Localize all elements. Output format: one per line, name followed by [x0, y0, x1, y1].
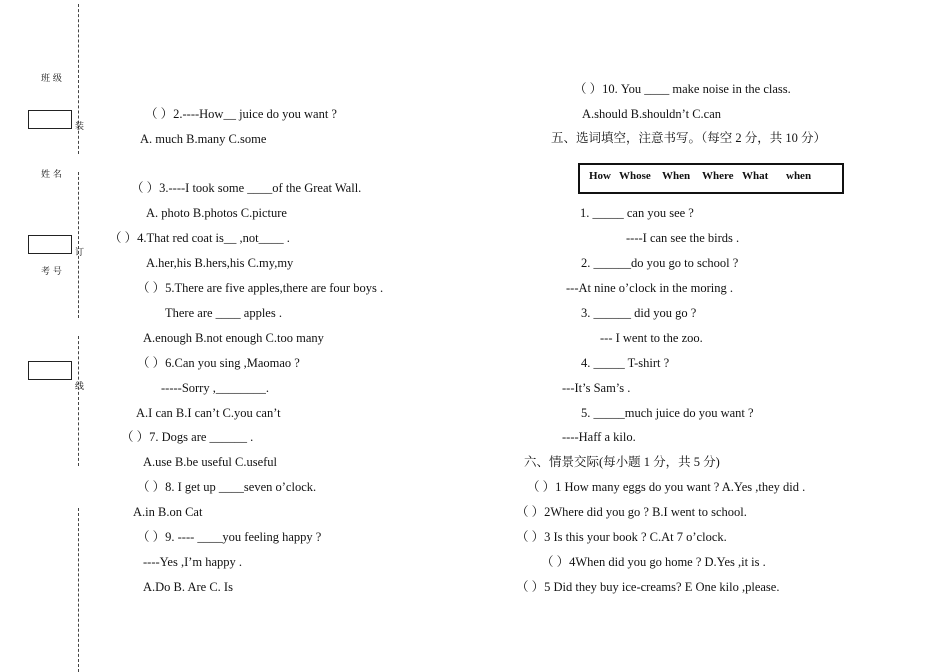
fill-question-3: 3. ______ did you go ? — [581, 306, 697, 320]
question-8: （ ）8. I get up ____seven o’clock. — [137, 480, 317, 494]
word-bank-word: when — [786, 170, 812, 182]
fill-question-2: 2. ______do you go to school ? — [581, 256, 739, 270]
question-7-options: A.use B.be useful C.useful — [143, 455, 278, 469]
question-9-options: A.Do B. Are C. Is — [143, 580, 233, 594]
fill-question-5-answer: ----Haff a kilo. — [562, 430, 636, 444]
word-bank-word: When — [662, 170, 691, 182]
question-6-options: A.I can B.I can’t C.you can’t — [136, 406, 281, 420]
fill-question-4-answer: ---It’s Sam’s . — [562, 381, 631, 395]
question-6-line2: -----Sorry ,________. — [161, 381, 269, 395]
binding-line — [78, 172, 79, 318]
class-label: 班 级 — [41, 74, 62, 84]
match-question-1: （ ）1 How many eggs do you want ? A.Yes ,they did . — [527, 480, 806, 494]
match-question-5: （ ）5 Did they buy ice-creams? E One kilo ,please. — [516, 580, 780, 594]
fill-question-5: 5. _____much juice do you want ? — [581, 406, 754, 420]
question-7: （ ）7. Dogs are ______ . — [121, 430, 254, 444]
fill-question-1: 1. _____ can you see ? — [580, 206, 694, 220]
question-5-options: A.enough B.not enough C.too many — [143, 331, 324, 345]
question-3-options: A. photo B.photos C.picture — [146, 206, 287, 220]
word-bank-box — [578, 163, 844, 194]
fill-question-4: 4. _____ T-shirt ? — [581, 356, 670, 370]
question-4: （ ）4.That red coat is__ ,not____ . — [109, 231, 290, 245]
question-5: （ ）5.There are five apples,there are four boys . — [137, 281, 384, 295]
question-2: （ ）2.----How__ juice do you want ? — [145, 107, 337, 121]
word-bank-word: Where — [702, 170, 734, 182]
question-10: （ ）10. You ____ make noise in the class. — [574, 82, 791, 96]
match-question-2: （ ）2Where did you go ? B.I went to school. — [516, 505, 747, 519]
number-input-box[interactable] — [28, 361, 72, 380]
binding-mark: 订 — [75, 248, 85, 258]
binding-line — [78, 336, 79, 466]
word-bank-word: What — [742, 170, 769, 182]
question-9-line2: ----Yes ,I’m happy . — [143, 555, 243, 569]
binding-mark: 线 — [75, 382, 85, 392]
question-9: （ ）9. ---- ____you feeling happy ? — [137, 530, 322, 544]
number-label: 考 号 — [41, 267, 62, 277]
fill-question-3-answer: --- I went to the zoo. — [600, 331, 703, 345]
question-8-options: A.in B.on Cat — [133, 505, 203, 519]
question-5-line2: There are ____ apples . — [165, 306, 282, 320]
binding-mark: 装 — [75, 122, 85, 132]
question-4-options: A.her,his B.hers,his C.my,my — [146, 256, 294, 270]
name-input-box[interactable] — [28, 235, 72, 254]
fill-question-1-answer: ----I can see the birds . — [626, 231, 740, 245]
question-10-options: A.should B.shouldn’t C.can — [582, 107, 722, 121]
section-5-title: 五、选词填空，注意书写。（每空 2 分，共 10 分） — [551, 131, 827, 145]
class-input-box[interactable] — [28, 110, 72, 129]
question-2-options: A. much B.many C.some — [140, 132, 267, 146]
question-3: （ ）3.----I took some ____of the Great Wall. — [131, 181, 362, 195]
match-question-4: （ ）4When did you go home ? D.Yes ,it is . — [541, 555, 766, 569]
match-question-3: （ ）3 Is this your book ? C.At 7 o’clock. — [516, 530, 727, 544]
name-label: 姓 名 — [41, 170, 62, 180]
word-bank-word: Whose — [619, 170, 651, 182]
section-6-title: 六、情景交际(每小题 1 分，共 5 分) — [524, 455, 720, 469]
binding-line — [78, 508, 79, 672]
question-6: （ ）6.Can you sing ,Maomao ? — [137, 356, 300, 370]
fill-question-2-answer: ---At nine o’clock in the moring . — [566, 281, 733, 295]
word-bank-word: How — [589, 170, 611, 182]
